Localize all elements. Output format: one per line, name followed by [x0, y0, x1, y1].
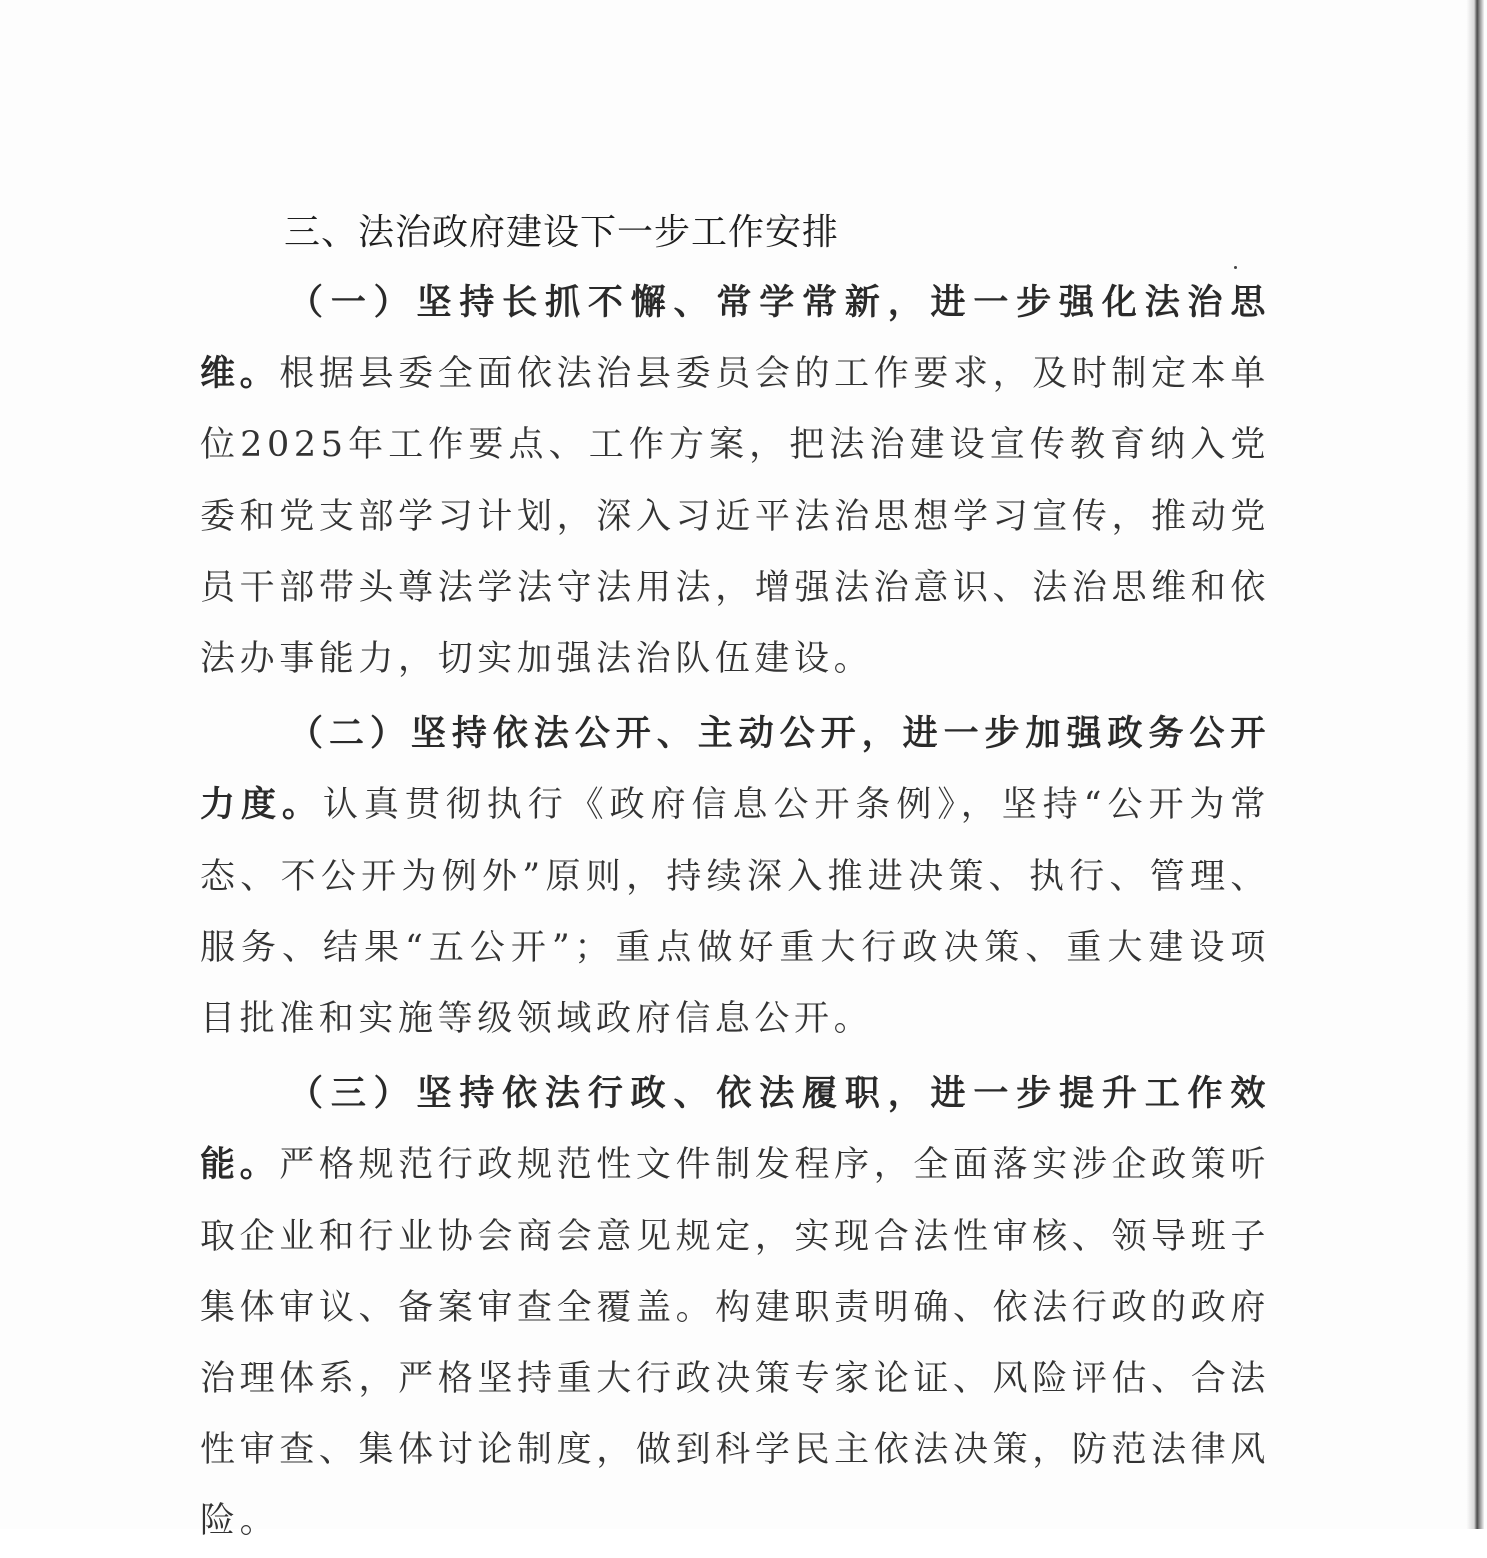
paragraph-1-body: 根据县委全面依法治县委员会的工作要求，及时制定本单位2025年工作要点、工作方案，把法治建设宣传教育纳入党委和党支部学习计划，深入习近平法治思想学习宣传，推动党员干部带头尊法学法守法用法，增强法治意识、法治思维和依法办事能力，切实加强法治队伍建设。 [200, 354, 1270, 680]
paragraph-2-body: 认真贯彻执行《政府信息公开条例》，坚持“公开为常态、不公开为例外”原则，持续深入推进决策、执行、管理、服务、结果“五公开”；重点做好重大行政决策、重大建设项目批准和实施等级领域政府信息公开。 [200, 785, 1270, 1040]
paragraph-1 [200, 268, 1270, 695]
scan-page-edge [1466, 0, 1484, 1529]
section-heading: 三、法治政府建设下一步工作安排 [284, 212, 840, 253]
paragraph-3-body: 严格规范行政规范性文件制发程序，全面落实涉企政策听取企业和行业协会商会意见规定，实现合法性审核、领导班子集体审议、备案审查全覆盖。构建职责明确、依法行政的政府治理体系，严格坚持重大行政决策专家论证、风险评估、合法性审查、集体讨论制度，做到科学民主依法决策，防范法律风险。 [200, 1145, 1270, 1542]
document-body [200, 200, 1270, 1558]
paragraph-3-lead: （三）坚持依法行政、依法履职，进一步提升工作效能。 [200, 1074, 1270, 1186]
paragraph-3 [200, 1059, 1270, 1557]
paragraph-2 [200, 699, 1270, 1055]
paragraph-2-lead: （二）坚持依法公开、主动公开，进一步加强政务公开力度。 [200, 714, 1270, 826]
paragraph-1-lead: （一）坚持长抓不懈、常学常新，进一步强化法治思维。 [200, 283, 1270, 395]
